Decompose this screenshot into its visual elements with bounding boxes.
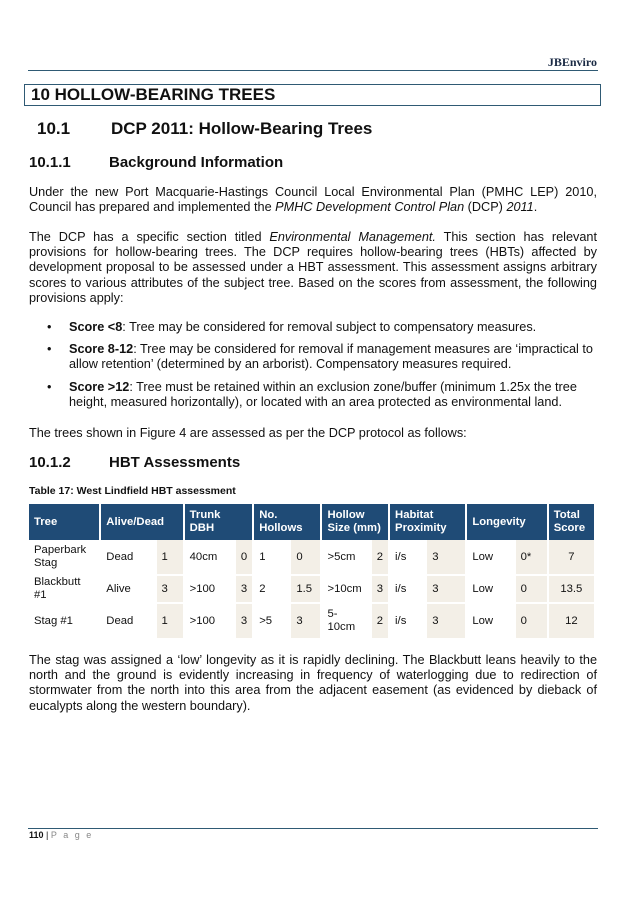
table-cell: 3 <box>427 576 467 604</box>
column-header: Trunk DBH <box>185 504 255 540</box>
table-cell: Low <box>467 576 515 604</box>
table-cell: 40cm <box>185 540 236 576</box>
hbt-assessments-heading <box>29 454 240 471</box>
table-cell: 3 <box>372 576 390 604</box>
background-number: 10.1.1 <box>29 154 71 171</box>
table-cell: 1 <box>254 540 291 576</box>
table-cell: 13.5 <box>549 576 596 604</box>
intro-text: Under the new Port Macquarie-Hastings Council Local Environmental Plan (PMHC LEP) 2010, Council has prepared and implemented the <box>29 185 597 215</box>
table-cell: i/s <box>390 576 427 604</box>
footer-separator: | <box>43 830 51 840</box>
table-cell: 5-10cm <box>322 604 371 640</box>
table-cell: 1 <box>157 604 185 640</box>
table-cell: Stag #1 <box>29 604 101 640</box>
column-header: Hollow Size (mm) <box>322 504 390 540</box>
dcp-text: The DCP has a specific section titled <box>29 230 270 244</box>
table-cell: 2 <box>372 540 390 576</box>
table-cell: >5 <box>254 604 291 640</box>
table-cell: >100 <box>185 604 236 640</box>
background-title: Background Information <box>109 154 284 171</box>
table-cell: 0 <box>291 540 322 576</box>
dcp-year: 2011 <box>506 200 534 215</box>
list-item <box>29 342 597 372</box>
table-cell: 1.5 <box>291 576 322 604</box>
table-cell: 3 <box>427 604 467 640</box>
column-header: Tree <box>29 504 101 540</box>
table-cell: >100 <box>185 576 236 604</box>
table-cell: 12 <box>549 604 596 640</box>
table-cell: 7 <box>549 540 596 576</box>
score-label: Score 8-12 <box>69 342 134 357</box>
section-heading: 10 HOLLOW-BEARING TREES <box>24 84 601 106</box>
subsection-heading <box>37 119 372 139</box>
intro-text-3: . <box>533 200 538 215</box>
column-header: Total Score <box>549 504 596 540</box>
score-text: : Tree must be retained within an exclusion zone/buffer (minimum 1.25x the tree height, measured horizontally), or located with an area protected as environmental land. <box>69 379 577 409</box>
table-cell: Paperbark Stag <box>29 540 101 576</box>
table-cell: 3 <box>157 576 185 604</box>
table-cell: Low <box>467 540 515 576</box>
company-logo: JBEnviro <box>547 55 597 69</box>
table-cell: 0 <box>516 576 549 604</box>
table-cell: Low <box>467 604 515 640</box>
table-row <box>29 576 596 604</box>
page-footer <box>29 830 93 840</box>
hbt-title: HBT Assessments <box>109 454 241 471</box>
intro-paragraph <box>29 185 597 215</box>
table-cell: 3 <box>291 604 322 640</box>
hbt-number: 10.1.2 <box>29 454 71 471</box>
conclusion-paragraph: The stag was assigned a ‘low’ longevity as it is rapidly declining. The Blackbutt leans heavily to the north and the ground is evidently increasing in frequency of waterlogging due to redirection of stormwater from the north into this area from the adjacent easement (as evidenced by dieback of eucalypts along the western boundary). <box>29 653 597 713</box>
table-cell: 0 <box>516 604 549 640</box>
table-cell: 1 <box>157 540 185 576</box>
table-cell: >5cm <box>322 540 371 576</box>
table-caption: Table 17: West Lindfield HBT assessment <box>29 485 236 497</box>
table-cell: Dead <box>101 540 156 576</box>
dcp-title: PMHC Development Control Plan <box>275 200 465 215</box>
subsection-number: 10.1 <box>37 119 71 138</box>
table-cell: Dead <box>101 604 156 640</box>
bullet-icon: • <box>47 379 52 394</box>
table-cell: 3 <box>236 576 254 604</box>
table-cell: i/s <box>390 540 427 576</box>
bullet-icon: • <box>47 342 52 357</box>
header-rule <box>28 70 598 71</box>
bullet-icon: • <box>47 320 52 334</box>
background-heading <box>29 154 283 171</box>
table-cell: 0 <box>236 540 254 576</box>
column-header: Habitat Proximity <box>390 504 467 540</box>
table-cell: 3 <box>236 604 254 640</box>
table-row <box>29 540 596 576</box>
table-cell: Blackbutt #1 <box>29 576 101 604</box>
subsection-title: DCP 2011: Hollow-Bearing Trees <box>111 119 373 138</box>
dcp-section-name: Environmental Management. <box>269 230 436 244</box>
table-cell: 2 <box>254 576 291 604</box>
score-label: Score >12 <box>69 379 130 394</box>
table-cell: 0* <box>516 540 549 576</box>
column-header: Longevity <box>467 504 548 540</box>
page-label: P a g e <box>50 830 94 840</box>
table-row <box>29 604 596 640</box>
dcp-paragraph <box>29 230 597 306</box>
table-cell: 3 <box>427 540 467 576</box>
figure-reference-paragraph: The trees shown in Figure 4 are assessed as per the DCP protocol as follows: <box>29 426 467 440</box>
table-cell: >10cm <box>322 576 371 604</box>
score-list <box>29 320 597 417</box>
table-cell: Alive <box>101 576 156 604</box>
table-cell: 2 <box>372 604 390 640</box>
list-item <box>29 380 597 410</box>
hbt-table <box>29 504 596 640</box>
intro-text-2: (DCP) <box>464 200 507 215</box>
column-header: Alive/Dead <box>101 504 184 540</box>
column-header: No. Hollows <box>254 504 322 540</box>
score-text: : Tree may be considered for removal subject to compensatory measures. <box>122 320 537 334</box>
table-cell: i/s <box>390 604 427 640</box>
score-label: Score <8 <box>69 320 123 334</box>
dcp-text-2: This section has relevant provisions for hollow-bearing trees. The DCP requires hollow-bearing trees (HBTs) affected by development proposal to be assessed under a HBT assessment. This assessment assigns arbitrary scores to various attributes of the subject tree. Based on the scores from assessment, the following provisions apply: <box>29 230 597 305</box>
list-item <box>29 320 597 335</box>
footer-rule <box>28 828 598 829</box>
score-text: : Tree may be considered for removal if management measures are ‘impractical to allow retention’ (determined by an arborist). Compensatory measures required. <box>69 342 593 372</box>
table-header-row <box>29 504 596 540</box>
page-number: 110 <box>29 830 44 840</box>
